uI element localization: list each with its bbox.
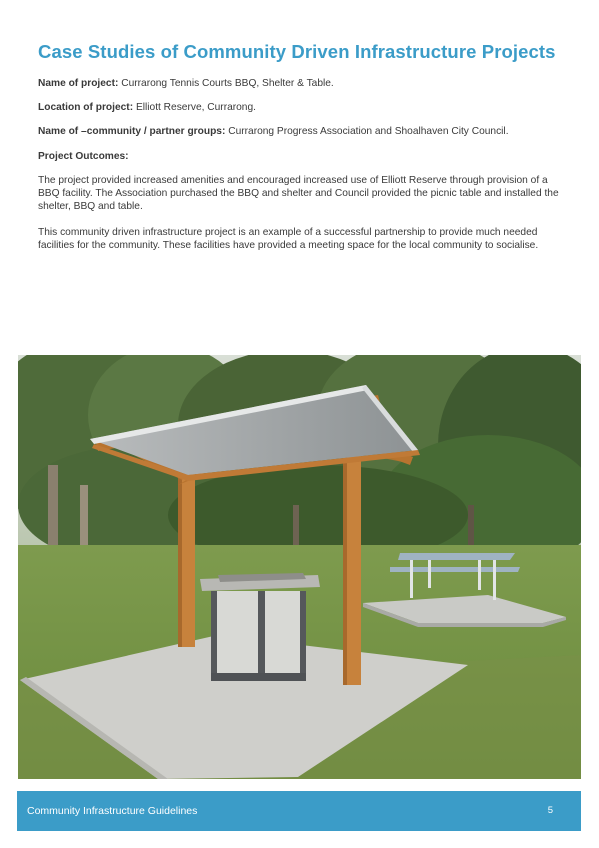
project-location-line — [38, 101, 256, 114]
partner-groups-line — [38, 125, 509, 138]
project-outcomes-label: Project Outcomes: — [38, 151, 129, 162]
partner-groups-label: Name of –community / partner groups: — [38, 126, 226, 137]
page-title: Case Studies of Community Driven Infrastructure Projects — [38, 41, 556, 62]
project-location-label: Location of project: — [38, 102, 134, 113]
project-location-value: Elliott Reserve, Currarong. — [135, 102, 256, 113]
bbq-shelter-illustration — [18, 355, 581, 779]
page-number: 5 — [547, 805, 553, 816]
footer-title: Community Infrastructure Guidelines — [27, 805, 198, 817]
project-name-line — [38, 77, 334, 90]
footer-bar — [17, 791, 581, 831]
outcomes-paragraph-2: This community driven infrastructure project is an example of a successful partnership to provide much needed facilities for the community. These facilities have provided a meeting space for the local community to socialise. — [38, 227, 539, 252]
project-name-value: Currarong Tennis Courts BBQ, Shelter & Table. — [121, 78, 334, 89]
partner-groups-value: Currarong Progress Association and Shoalhaven City Council. — [228, 126, 509, 137]
bbq-shelter-photo — [18, 355, 581, 779]
project-outcomes-line — [38, 150, 129, 163]
project-name-label: Name of project: — [38, 78, 119, 89]
outcomes-paragraph-1: The project provided increased amenities and encouraged increased use of Elliott Reserve through provision of a BBQ facility. The Association purchased the BBQ and shelter and Council provided the picnic table and installed the shelter, BBQ and table. — [38, 175, 559, 213]
